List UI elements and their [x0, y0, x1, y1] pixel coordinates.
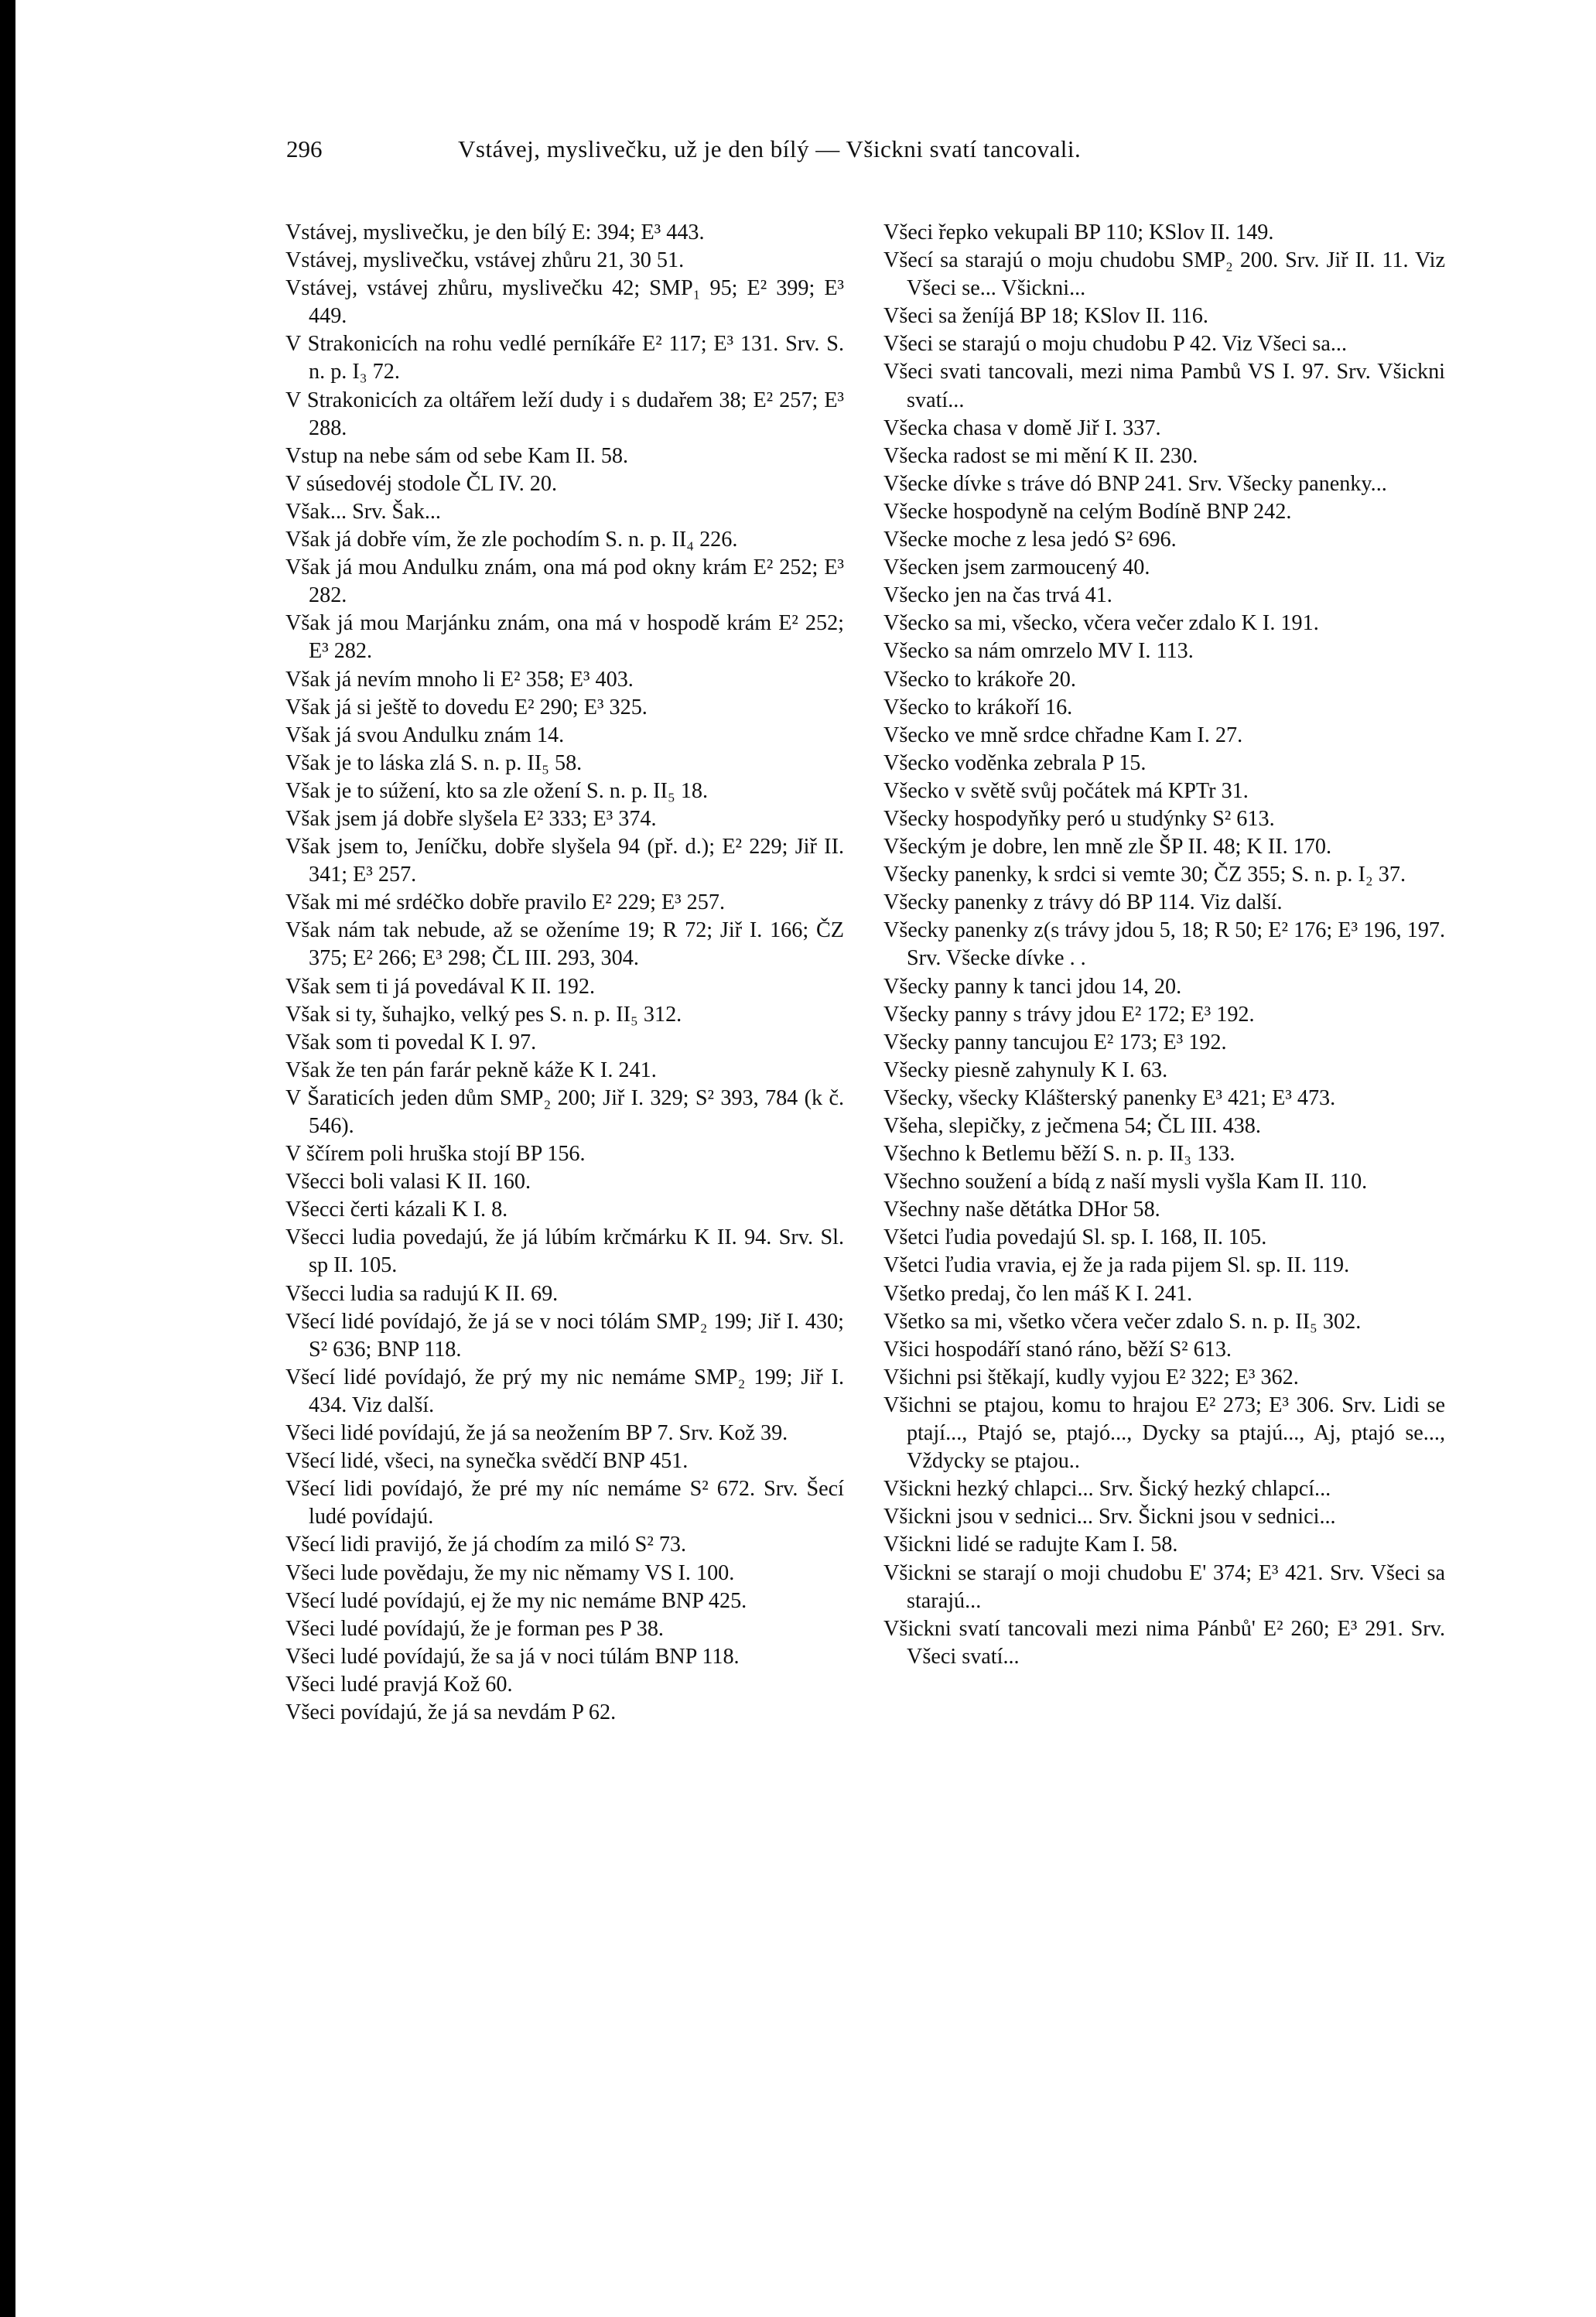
index-entry: Všecko v světě svůj počátek má KPTr 31. [883, 778, 1249, 803]
index-entry: Vstup na nebe sám od sebe Kam II. 58. [285, 443, 629, 468]
index-entry: Všeckým je dobre, len mně zle ŠP II. 48; K II. 170. [883, 835, 1332, 859]
index-entry: Však já dobře vím, že zle pochodím S. n. p. II₄ 226. [285, 528, 738, 552]
index-entry: Všeci ludé povídajú, že sa já v noci túlám BNP 118. [285, 1644, 740, 1669]
index-entry: Všecky panenky z(s trávy jdou 5, 18; R 50; E² 176; E³ 196, 197. Srv. Všecke dívke . . [883, 918, 1445, 971]
index-entry: Všecky panenky z trávy dó BP 114. Viz další. [883, 890, 1283, 915]
index-entry: Všecke dívke s tráve dó BNP 241. Srv. Všecky panenky... [883, 471, 1387, 496]
index-entry: Všeci sa ženíjá BP 18; KSlov II. 116. [883, 304, 1208, 329]
index-entry: Všetko sa mi, všetko včera večer zdalo S. n. p. II₅ 302. [883, 1309, 1362, 1334]
running-header [286, 135, 1284, 174]
index-entry: Všickni jsou v sednici... Srv. Šickni jsou v sednici... [883, 1505, 1336, 1529]
index-entry: Všecky hospodyňky peró u studýnky S² 613. [883, 806, 1275, 831]
index-entry: Všecci čerti kázali K I. 8. [285, 1198, 508, 1222]
index-entry: Všechno soužení a bídą z naší mysli vyšla Kam II. 110. [883, 1170, 1368, 1194]
index-entry: Vstávej, myslivečku, vstávej zhůru 21, 30 51. [285, 248, 685, 273]
index-entry: Všeci ludé povídajú, že je forman pes P 38. [285, 1616, 664, 1641]
index-entry: Všechny naše dětátka DHor 58. [883, 1198, 1160, 1222]
index-entry: Všecci ludia sa radujú K II. 69. [285, 1281, 559, 1306]
index-entry: Všeci povídajú, že já sa nevdám P 62. [285, 1700, 617, 1724]
index-entry: Všecky panny k tanci jdou 14, 20. [883, 974, 1182, 999]
index-entry: Však já nevím mnoho li E² 358; E³ 403. [285, 667, 634, 692]
index-entry: Všecí lidi pravijó, že já chodím za miló S² 73. [285, 1533, 687, 1557]
index-entry: Všeci svati tancovali, mezi nima Pambů VS I. 97. Srv. Všickni svatí... [883, 360, 1445, 412]
index-entry: Všecí lidé povídajó, že já se v noci tólám SMP₂ 199; Jiř I. 430; S² 636; BNP 118. [285, 1309, 844, 1362]
index-entry: Však já mou Andulku znám, ona má pod okny krám E² 252; E³ 282. [285, 555, 844, 608]
index-entry: Všecky panny s trávy jdou E² 172; E³ 192. [883, 1002, 1255, 1027]
index-entry: Však je to láska zlá S. n. p. II₅ 58. [285, 750, 583, 775]
index-entry: Všecken jsem zarmoucený 40. [883, 555, 1150, 580]
index-entry: Všecky panenky, k srdci si vemte 30; ČZ 355; S. n. p. I₂ 37. [883, 863, 1406, 887]
index-entry: Všecci boli valasi K II. 160. [285, 1170, 531, 1194]
index-entry: V ščírem poli hruška stojí BP 156. [285, 1142, 586, 1167]
index-entry: Však jsem já dobře slyšela E² 333; E³ 374. [285, 806, 657, 831]
index-entry: V súsedovéj stodole ČL IV. 20. [285, 471, 558, 496]
index-entry: Však jsem to, Jeníčku, dobře slyšela 94 (př. d.); E² 229; Jiř II. 341; E³ 257. [285, 835, 844, 887]
index-entry: Všecky panny tancujou E² 173; E³ 192. [883, 1030, 1227, 1054]
index-entry: Všecka chasa v domě Jiř I. 337. [883, 415, 1161, 440]
index-entry: Však já si ještě to dovedu E² 290; E³ 325. [285, 695, 648, 719]
index-entry: Všecky piesně zahynuly K I. 63. [883, 1058, 1168, 1082]
page [15, 0, 1596, 2317]
index-entry: Všici hospodáří stanó ráno, běží S² 613. [883, 1337, 1232, 1362]
index-entry: Však sem ti já povedával K II. 192. [285, 974, 596, 999]
index-entry: Všecí lidi povídajó, že pré my níc nemáme S² 672. Srv. Šecí ludé povídajú. [285, 1477, 844, 1529]
index-entry: Všeha, slepičky, z ječmena 54; ČL III. 438. [883, 1114, 1261, 1138]
index-entry: Všecko ve mně srdce chřadne Kam I. 27. [883, 723, 1243, 747]
index-entry: Všecke hospodyně na celým Bodíně BNP 242. [883, 499, 1292, 524]
index-entry: Všeci lude povědaju, že my nic němamy VS I. 100. [285, 1560, 735, 1585]
index-entry: Však... Srv. Šak... [285, 499, 441, 524]
index-entry: Všecí lidé, všeci, na synečka svědčí BNP 451. [285, 1449, 689, 1474]
index-entry: V Šaraticích jeden dům SMP₂ 200; Jiř I. 329; S² 393, 784 (k č. 546). [285, 1085, 844, 1138]
index-entry: Vstávej, myslivečku, je den bílý E: 394; E³ 443. [285, 220, 705, 244]
index-entry: Všechno k Betlemu běží S. n. p. II₃ 133. [883, 1142, 1235, 1167]
index-entry: Všecí sa starajú o moju chudobu SMP₂ 200. Srv. Jiř II. 11. Viz Všeci se... Všickni... [883, 248, 1445, 301]
index-entry: Všecko sa mi, všecko, včera večer zdalo K I. 191. [883, 611, 1319, 636]
left-column [285, 219, 844, 1727]
index-entry: Všetci ľudia vravia, ej že ja rada pijem Sl. sp. II. 119. [883, 1253, 1350, 1278]
index-entry: Všecko to krákoře 20. [883, 667, 1076, 692]
index-entry: Však já svou Andulku znám 14. [285, 723, 565, 747]
index-entry: Všickni se starají o moji chudobu E' 374; E³ 421. Srv. Všeci sa starajú... [883, 1560, 1445, 1613]
index-entry: Všecko to krákoří 16. [883, 695, 1073, 719]
index-entry: Všichni psi štěkají, kudly vyjou E² 322; E³ 362. [883, 1365, 1299, 1389]
index-entry: Všecí lidé povídajó, že prý my nic nemáme SMP₂ 199; Jiř I. 434. Viz další. [285, 1365, 844, 1417]
index-entry: Všetko predaj, čo len máš K I. 241. [883, 1281, 1193, 1306]
index-entry: Všecko sa nám omrzelo MV I. 113. [883, 639, 1194, 664]
running-title: Vstávej, myslivečku, už je den bílý — Všickni svatí tancovali. [458, 135, 1082, 162]
index-entry: Všickni lidé se radujte Kam I. 58. [883, 1533, 1178, 1557]
index-entry: Však som ti povedal K I. 97. [285, 1030, 537, 1054]
index-entry: Všetci ľudia povedajú Sl. sp. I. 168, II. 105. [883, 1225, 1267, 1250]
index-entry: Všecci ludia povedajú, že já lúbím krčmárku K II. 94. Srv. Sl. sp II. 105. [285, 1225, 844, 1278]
index-entry: Však já mou Marjánku znám, ona má v hospodě krám E² 252; E³ 282. [285, 611, 844, 664]
index-entry: Všecka radost se mi mění K II. 230. [883, 443, 1198, 468]
index-entry: Všeci lidé povídajú, že já sa neožením BP 7. Srv. Kož 39. [285, 1421, 788, 1446]
index-entry: Všichni se ptajou, komu to hrajou E² 273; E³ 306. Srv. Lidi se ptají..., Ptajó se, ptajó..., Dycky sa ptajú..., Aj, ptajó se..., Vždycky se ptajou.. [883, 1393, 1445, 1474]
page-number: 296 [286, 135, 323, 162]
index-entry: Všickni hezký chlapci... Srv. Šický hezký chlapcí... [883, 1477, 1331, 1502]
index-entry: Všickni svatí tancovali mezi nima Pánbů' E² 260; E³ 291. Srv. Všeci svatí... [883, 1616, 1445, 1669]
right-column [883, 219, 1445, 1671]
index-entry: V Strakonicích na rohu vedlé perníkáře E² 117; E³ 131. Srv. S. n. p. I₃ 72. [285, 332, 844, 384]
index-entry: Všecky, všecky Klášterský panenky E³ 421; E³ 473. [883, 1085, 1336, 1110]
index-entry: Všeci ludé pravjá Kož 60. [285, 1672, 513, 1697]
index-entry: Všecí ludé povídajú, ej že my nic nemáme BNP 425. [285, 1588, 747, 1613]
index-entry: Však že ten pán farár pekně káže K I. 241. [285, 1058, 657, 1082]
index-entry: Však je to súžení, kto sa zle ožení S. n. p. II₅ 18. [285, 778, 709, 803]
index-entry: Všecko jen na čas trvá 41. [883, 583, 1112, 608]
index-entry: Všecke moche z lesa jedó S² 696. [883, 528, 1177, 552]
index-entry: Však nám tak nebude, až se oženíme 19; R 72; Jiř I. 166; ČZ 375; E² 266; E³ 298; ČL III. 293, 304. [285, 918, 844, 971]
index-entry: Všeci se starajú o moju chudobu P 42. Viz Všeci sa... [883, 332, 1348, 357]
index-entry: Však mi mé srdéčko dobře pravilo E² 229; E³ 257. [285, 890, 726, 915]
index-entry: V Strakonicích za oltářem leží dudy i s dudařem 38; E² 257; E³ 288. [285, 388, 844, 440]
index-entry: Vstávej, vstávej zhůru, myslivečku 42; SMP₁ 95; E² 399; E³ 449. [285, 276, 844, 329]
index-entry: Však si ty, šuhajko, velký pes S. n. p. II₅ 312. [285, 1002, 682, 1027]
index-entry: Všeci řepko vekupali BP 110; KSlov II. 149. [883, 220, 1274, 244]
index-entry: Všecko voděnka zebrala P 15. [883, 750, 1147, 775]
